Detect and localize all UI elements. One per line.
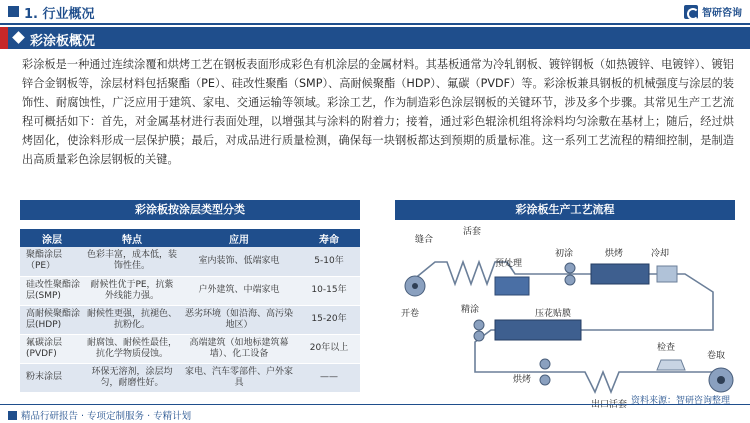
table-header-row [20,229,360,247]
cell-applications: 恶劣环境（如沿海、高污染地区） [180,305,298,334]
cooler-icon [657,266,677,282]
header-applications: 应用 [180,229,298,247]
pretreat-tank-icon [495,277,529,295]
section-marker-icon [8,6,19,17]
uncoil-reel-icon [405,276,425,296]
table-row [20,276,360,305]
cell-applications: 户外建筑、中端家电 [180,276,298,305]
footer [0,396,750,423]
brand-logo [684,4,742,19]
label-cool: 冷却 [651,249,670,259]
cell-coating: 氟碳涂层(PVDF) [20,334,84,363]
oven-1-icon [591,264,649,284]
table-row [20,334,360,363]
process-panel-title: 彩涂板生产工艺流程 [395,200,735,220]
footer-tagline-text: 精品行研报告 · 专项定制服务 · 专精计划 [21,411,192,422]
source-note: 资料来源：智研咨询整理 [630,396,730,406]
brand-logo-text: 智研咨询 [702,8,742,19]
table-panel-title: 彩涂板按涂层类型分类 [20,200,360,220]
cell-coating: 高耐候聚酯涂层(HDP) [20,305,84,334]
label-emboss: 压花贴膜 [535,309,572,319]
cell-features: 环保无溶剂，涂层均匀，耐磨性好。 [84,363,180,392]
cell-features: 耐候性更强，抗褪色、抗粉化。 [84,305,180,334]
recoil-reel-icon [709,368,733,392]
section-title: 1. 行业概况 [24,7,95,22]
top-bar [0,0,750,24]
label-seam: 缝合 [415,235,434,245]
cell-applications: 高端建筑（如地标建筑幕墙）、化工设备 [180,334,298,363]
footer-square-icon [8,411,17,420]
cell-lifespan: 20年以上 [298,334,360,363]
topic-banner [0,27,750,49]
header-divider [0,23,750,25]
cell-applications: 家电、汽车零部件、户外家具 [180,363,298,392]
oven-2-icon [495,320,581,340]
process-flow-diagram [395,222,740,412]
cell-features: 色彩丰富，成本低，装饰性佳。 [84,247,180,276]
footer-tagline [8,408,191,422]
cell-coating: 硅改性聚酯涂层(SMP) [20,276,84,305]
label-exit-loop: 出口活套 [591,400,628,410]
label-bake-2: 烘烤 [513,375,532,385]
banner-title: 彩涂板概况 [30,34,96,49]
coating-type-table [20,229,360,393]
header-coating: 涂层 [20,229,84,247]
cell-lifespan: —— [298,363,360,392]
table-row [20,363,360,392]
cell-applications: 室内装饰、低端家电 [180,247,298,276]
label-inspect: 检查 [657,343,676,353]
cell-lifespan: 10-15年 [298,276,360,305]
label-pretreat: 预处理 [495,259,523,269]
diamond-icon [12,31,25,44]
label-primer: 初涂 [555,249,574,259]
cell-features: 耐候性优于PE，抗紫外线能力强。 [84,276,180,305]
label-bake-1: 烘烤 [605,249,624,259]
cell-coating: 聚酯涂层（PE） [20,247,84,276]
header-features: 特点 [84,229,180,247]
cell-coating: 粉末涂层 [20,363,84,392]
banner-accent [0,27,8,49]
label-recoil: 卷取 [707,351,726,361]
inspection-table-icon [657,360,685,370]
cell-lifespan: 15-20年 [298,305,360,334]
cell-features: 耐腐蚀、耐候性最佳，抗化学物质侵蚀。 [84,334,180,363]
cell-lifespan: 5-10年 [298,247,360,276]
brand-logo-icon [684,5,698,19]
label-finish-coat: 精涂 [461,305,480,315]
label-live-loop: 活套 [463,227,482,237]
label-uncoil: 开卷 [401,309,420,319]
table-row [20,247,360,276]
intro-paragraph: 彩涂板是一种通过连续涂覆和烘烤工艺在钢板表面形成彩色有机涂层的金属材料。其基板通常为冷轧钢板、镀锌钢板（如热镀锌、电镀锌）、镀铝锌合金钢板等，涂层材料包括聚酯（PE）、硅改性聚酯（SMP）、高耐候聚酯（HDP）、氟碳（PVDF）等。彩涂板兼具钢板的机械强度与涂层的装饰性、耐腐蚀性，广泛应用于建筑、家电、交通运输等领域。彩涂工艺，作为制造彩色涂层钢板的关键环节，涉及多个步骤。其常见生产工艺流程可概括如下：首先，对金属基材进行表面处理，以增强其与涂料的附着力；接着，通过彩色辊涂机组将涂料均匀涂敷在基材上；随后，经过烘烤固化，使涂料形成一层保护膜；最后，对成品进行质量检测，确保每一块钢板都达到预期的质量标准。这一系列工艺流程的精细控制，是制造出高质量彩色涂层钢板的关键。 [22,58,734,166]
header-lifespan: 寿命 [298,229,360,247]
table-row [20,305,360,334]
finish-coat-roll-icon [474,320,484,341]
